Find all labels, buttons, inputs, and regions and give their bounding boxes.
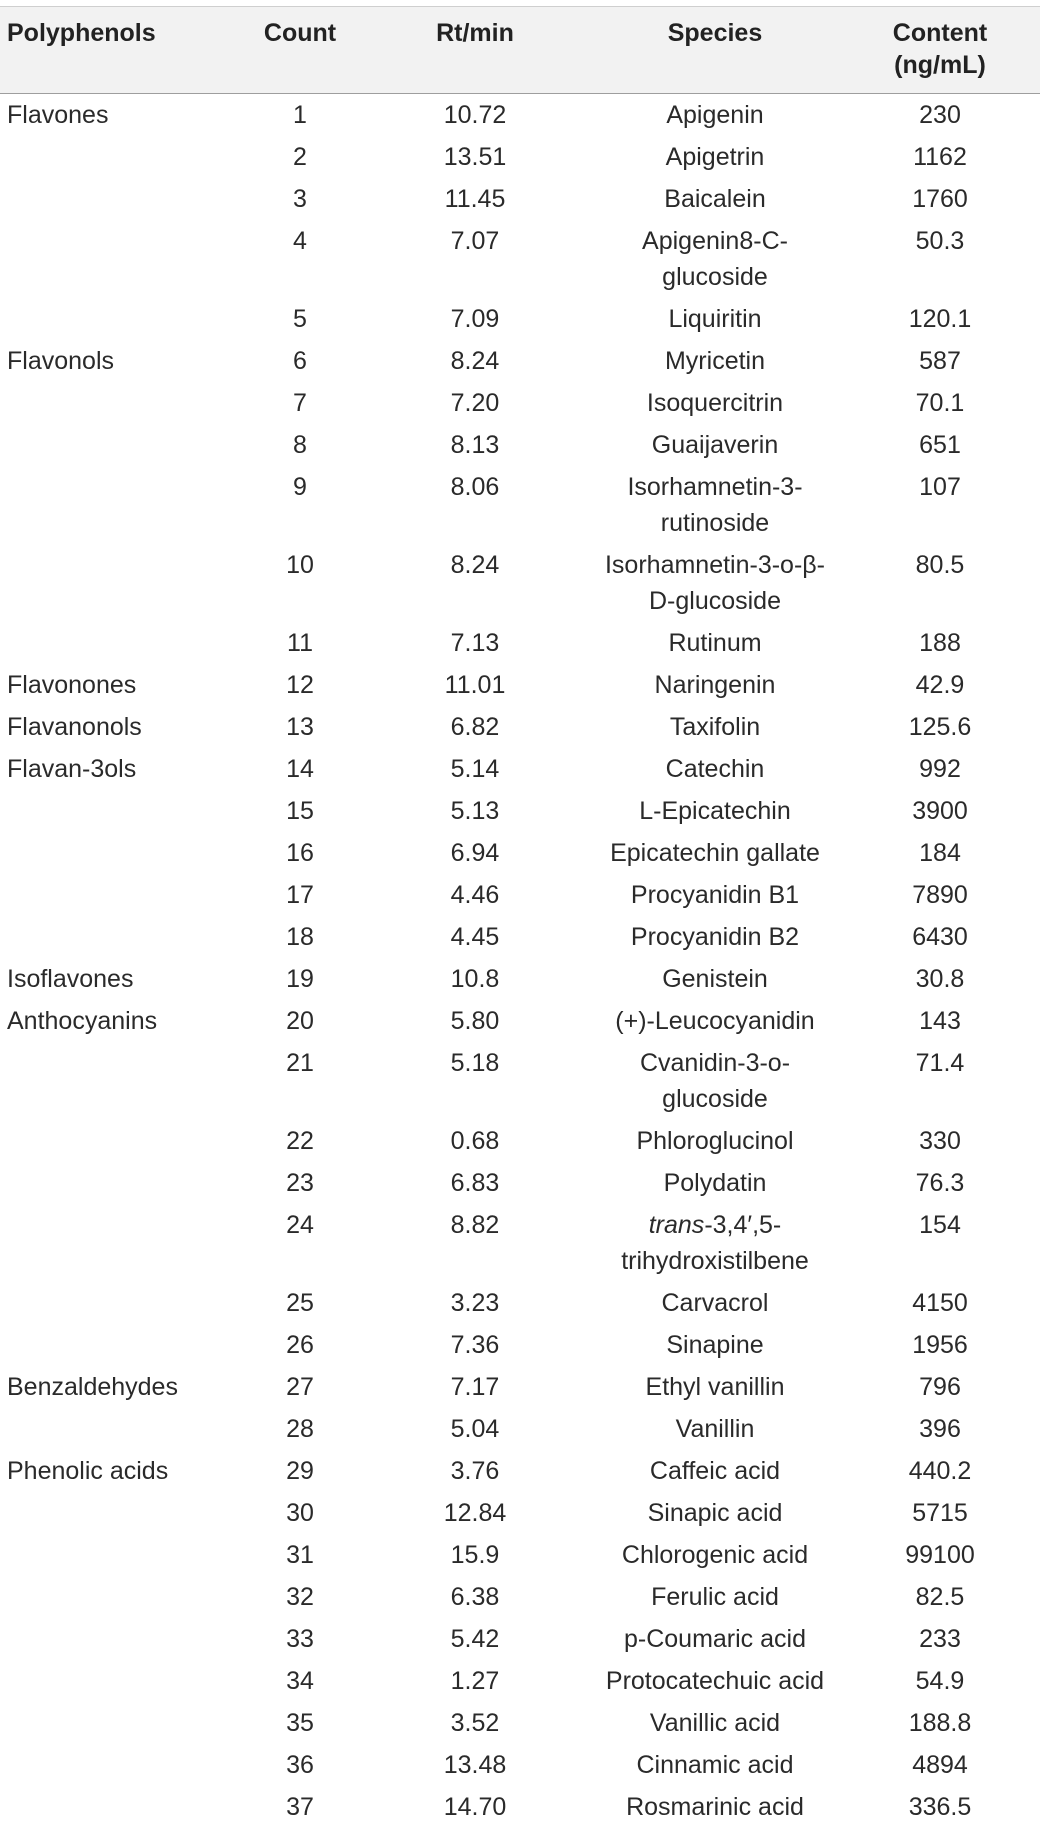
rt-cell: 13.48 (443, 1751, 507, 1779)
count-cell: 27 (286, 1373, 314, 1401)
species-cell (590, 1282, 840, 1324)
rt-cell: 3.76 (450, 1457, 500, 1485)
table-row (0, 1162, 1040, 1204)
count-cell: 36 (286, 1751, 314, 1779)
count-cell: 15 (286, 797, 314, 825)
count-cell: 19 (286, 965, 314, 993)
species-cell (590, 1534, 840, 1576)
group-cell: Anthocyanins (7, 1007, 158, 1035)
group-cell (0, 1534, 240, 1576)
species-line: Isoquercitrin (646, 389, 784, 417)
species-line: Sinapine (666, 1331, 764, 1359)
table-row (0, 664, 1040, 706)
species-cell (590, 1618, 840, 1660)
group-cell (0, 424, 240, 466)
content-cell: 1956 (912, 1331, 968, 1359)
group-cell (0, 832, 240, 874)
group-cell: Flavonols (7, 347, 114, 375)
species-cell (590, 916, 840, 958)
content-cell: 796 (919, 1373, 961, 1401)
rt-cell: 6.82 (450, 713, 500, 741)
species-cell (590, 1408, 840, 1450)
table-row (0, 916, 1040, 958)
species-line: Cvanidin-3-o- (639, 1049, 791, 1077)
table-row (0, 748, 1040, 790)
group-cell (0, 466, 240, 544)
rt-cell: 11.01 (444, 671, 506, 699)
count-cell: 1 (293, 101, 307, 129)
species-cell (590, 136, 840, 178)
rt-cell: 6.94 (450, 839, 500, 867)
species-line: Phloroglucinol (636, 1127, 794, 1155)
header-species: Species (667, 19, 763, 47)
count-cell: 4 (293, 227, 307, 255)
content-cell: 651 (919, 431, 961, 459)
group-cell: Flavones (7, 101, 109, 129)
species-cell (590, 466, 840, 544)
species-cell (590, 1042, 840, 1120)
count-cell: 11 (287, 629, 313, 657)
rt-cell: 13.51 (443, 143, 507, 171)
table-row (0, 1534, 1040, 1576)
table-header (0, 7, 1040, 94)
species-cell (590, 1744, 840, 1786)
species-cell (590, 664, 840, 706)
count-cell: 18 (286, 923, 314, 951)
table-body (0, 94, 1040, 1829)
species-cell (590, 298, 840, 340)
count-cell: 8 (293, 431, 307, 459)
count-cell: 37 (286, 1793, 314, 1821)
species-cell (590, 1702, 840, 1744)
species-line: trihydroxistilbene (621, 1247, 809, 1275)
species-cell (590, 382, 840, 424)
content-cell: 587 (919, 347, 961, 375)
rt-cell: 7.17 (450, 1373, 500, 1401)
group-cell (0, 382, 240, 424)
content-cell: 4894 (912, 1751, 968, 1779)
content-cell: 230 (919, 101, 961, 129)
count-cell: 13 (286, 713, 314, 741)
count-cell: 7 (293, 389, 307, 417)
table-row (0, 622, 1040, 664)
content-cell: 440.2 (908, 1457, 972, 1485)
species-line: Apigenin (666, 101, 764, 129)
species-line: Genistein (662, 965, 768, 993)
table-row (0, 874, 1040, 916)
table-row (0, 1492, 1040, 1534)
group-cell (0, 136, 240, 178)
rt-cell: 7.36 (450, 1331, 500, 1359)
rt-cell: 4.45 (450, 923, 500, 951)
species-cell (590, 622, 840, 664)
species-cell (590, 544, 840, 622)
rt-cell: 3.23 (450, 1289, 500, 1317)
content-cell: 82.5 (915, 1583, 965, 1611)
content-cell: 1760 (912, 185, 968, 213)
species-cell (590, 874, 840, 916)
rt-cell: 8.24 (450, 347, 500, 375)
species-cell (590, 1366, 840, 1408)
rt-cell: 5.13 (450, 797, 500, 825)
count-cell: 12 (286, 671, 314, 699)
content-cell: 992 (919, 755, 961, 783)
table-row (0, 1786, 1040, 1828)
header-content-line1: Content (892, 19, 988, 47)
group-cell (0, 178, 240, 220)
rt-cell: 14.70 (443, 1793, 507, 1821)
content-cell: 330 (919, 1127, 961, 1155)
count-cell: 26 (286, 1331, 314, 1359)
content-cell: 71.4 (915, 1049, 965, 1077)
rt-cell: 5.14 (450, 755, 500, 783)
rt-cell: 12.84 (443, 1499, 507, 1527)
group-cell (0, 1324, 240, 1366)
group-cell (0, 544, 240, 622)
species-line-text: -3,4′,5- (704, 1211, 782, 1239)
group-cell (0, 790, 240, 832)
table-row (0, 544, 1040, 622)
species-line: p-Coumaric acid (623, 1625, 806, 1653)
group-cell: Phenolic acids (7, 1457, 169, 1485)
content-cell: 3900 (912, 797, 968, 825)
rt-cell: 10.8 (450, 965, 500, 993)
rt-cell: 6.83 (450, 1169, 500, 1197)
species-line: Carvacrol (661, 1289, 769, 1317)
rt-cell: 5.18 (450, 1049, 500, 1077)
species-line: Liquiritin (668, 305, 762, 333)
count-cell: 16 (286, 839, 314, 867)
species-line: Vanillic acid (649, 1709, 781, 1737)
group-cell (0, 1492, 240, 1534)
count-cell: 22 (286, 1127, 314, 1155)
group-cell: Flavanonols (7, 713, 142, 741)
count-cell: 9 (293, 473, 307, 501)
species-cell (590, 1786, 840, 1828)
count-cell: 17 (286, 881, 314, 909)
rt-cell: 1.27 (450, 1667, 500, 1695)
table-row (0, 1618, 1040, 1660)
count-cell: 14 (286, 755, 314, 783)
rt-cell: 11.45 (444, 185, 506, 213)
species-line: Caffeic acid (649, 1457, 781, 1485)
count-cell: 35 (286, 1709, 314, 1737)
species-cell (590, 1162, 840, 1204)
content-cell: 4150 (912, 1289, 968, 1317)
rt-cell: 4.46 (450, 881, 500, 909)
species-cell (590, 706, 840, 748)
content-cell: 70.1 (915, 389, 965, 417)
table-row (0, 1408, 1040, 1450)
rt-cell: 7.20 (450, 389, 500, 417)
table-row (0, 382, 1040, 424)
group-cell: Benzaldehydes (7, 1373, 178, 1401)
species-cell (590, 94, 840, 137)
content-cell: 76.3 (915, 1169, 965, 1197)
group-cell (0, 1042, 240, 1120)
count-cell: 30 (286, 1499, 314, 1527)
table-row (0, 1204, 1040, 1282)
species-cell (590, 1000, 840, 1042)
species-line: Polydatin (663, 1169, 767, 1197)
species-cell (590, 790, 840, 832)
table-row (0, 1702, 1040, 1744)
species-line: Vanillin (675, 1415, 755, 1443)
species-italic-prefix: trans (648, 1211, 705, 1239)
content-cell: 107 (919, 473, 961, 501)
rt-cell: 7.09 (450, 305, 500, 333)
species-line: Procyanidin B2 (630, 923, 800, 951)
table-row (0, 1042, 1040, 1120)
count-cell: 24 (286, 1211, 314, 1239)
species-line: Sinapic acid (647, 1499, 783, 1527)
group-cell (0, 1786, 240, 1828)
polyphenols-table-container (0, 6, 1040, 1847)
rt-cell: 3.52 (450, 1709, 500, 1737)
species-cell (590, 958, 840, 1000)
content-cell: 233 (919, 1625, 961, 1653)
species-line: Rosmarinic acid (626, 1793, 804, 1821)
header-rt: Rt/min (436, 19, 514, 47)
species-cell (590, 220, 840, 298)
species-line: Naringenin (654, 671, 776, 699)
header-polyphenols: Polyphenols (7, 19, 156, 47)
content-cell: 5715 (912, 1499, 968, 1527)
rt-cell: 10.72 (443, 101, 507, 129)
rt-cell: 5.04 (450, 1415, 500, 1443)
group-cell (0, 220, 240, 298)
content-cell: 184 (919, 839, 961, 867)
rt-cell: 6.38 (450, 1583, 500, 1611)
rt-cell: 5.42 (450, 1625, 500, 1653)
content-cell: 80.5 (915, 551, 965, 579)
species-cell (590, 424, 840, 466)
content-cell: 30.8 (915, 965, 965, 993)
count-cell: 6 (293, 347, 307, 375)
rt-cell: 8.06 (450, 473, 500, 501)
table-row (0, 298, 1040, 340)
species-line: Myricetin (664, 347, 765, 375)
content-cell: 99100 (905, 1541, 975, 1569)
species-line: D-glucoside (648, 587, 781, 615)
table-row (0, 790, 1040, 832)
species-cell (590, 1120, 840, 1162)
species-cell (590, 832, 840, 874)
group-cell (0, 1702, 240, 1744)
species-line: (+)-Leucocyanidin (615, 1007, 815, 1035)
species-line: L-Epicatechin (639, 797, 791, 825)
group-cell (0, 1162, 240, 1204)
content-cell: 6430 (912, 923, 968, 951)
species-cell (590, 1660, 840, 1702)
table-row (0, 340, 1040, 382)
table-row (0, 1000, 1040, 1042)
count-cell: 31 (286, 1541, 314, 1569)
count-cell: 23 (286, 1169, 314, 1197)
rt-cell: 0.68 (450, 1127, 500, 1155)
species-cell (590, 1204, 840, 1282)
header-count: Count (263, 19, 337, 47)
table-row (0, 958, 1040, 1000)
rt-cell: 15.9 (450, 1541, 500, 1569)
species-cell (590, 748, 840, 790)
content-cell: 120.1 (908, 305, 972, 333)
header-content (840, 7, 1040, 94)
species-line: glucoside (662, 1085, 768, 1113)
content-cell: 154 (919, 1211, 961, 1239)
count-cell: 32 (286, 1583, 314, 1611)
species-line: Taxifolin (669, 713, 761, 741)
table-row (0, 136, 1040, 178)
table-row (0, 1120, 1040, 1162)
count-cell: 20 (286, 1007, 314, 1035)
count-cell: 21 (286, 1049, 314, 1077)
species-cell (590, 1492, 840, 1534)
species-line: Isorhamnetin-3- (627, 473, 803, 501)
count-cell: 3 (293, 185, 307, 213)
species-line: Epicatechin gallate (610, 839, 820, 867)
group-cell (0, 1120, 240, 1162)
group-cell (0, 1408, 240, 1450)
content-cell: 188.8 (908, 1709, 972, 1737)
table-row (0, 94, 1040, 137)
count-cell: 34 (286, 1667, 314, 1695)
count-cell: 5 (293, 305, 307, 333)
species-line: Catechin (665, 755, 765, 783)
count-cell: 29 (286, 1457, 314, 1485)
table-row (0, 832, 1040, 874)
group-cell (0, 874, 240, 916)
species-cell (590, 1450, 840, 1492)
group-cell (0, 1744, 240, 1786)
rt-cell: 7.07 (450, 227, 500, 255)
species-line: Procyanidin B1 (630, 881, 800, 909)
species-cell (590, 340, 840, 382)
header-content-line2: (ng/mL) (894, 51, 986, 79)
polyphenols-table (0, 6, 1040, 1828)
count-cell: 28 (286, 1415, 314, 1443)
group-cell (0, 622, 240, 664)
table-row (0, 1450, 1040, 1492)
count-cell: 10 (286, 551, 314, 579)
group-cell (0, 1660, 240, 1702)
species-cell (590, 1324, 840, 1366)
species-line: Apigetrin (665, 143, 765, 171)
species-line: Apigenin8-C- (642, 227, 788, 255)
content-cell: 7890 (912, 881, 968, 909)
table-row (0, 1324, 1040, 1366)
content-cell: 42.9 (915, 671, 965, 699)
group-cell (0, 916, 240, 958)
rt-cell: 7.13 (450, 629, 500, 657)
species-line: Chlorogenic acid (621, 1541, 809, 1569)
content-cell: 188 (919, 629, 961, 657)
table-row (0, 1282, 1040, 1324)
table-row (0, 1366, 1040, 1408)
species-line: Cinnamic acid (636, 1751, 794, 1779)
table-row (0, 1576, 1040, 1618)
group-cell (0, 1204, 240, 1282)
table-row (0, 424, 1040, 466)
table-row (0, 178, 1040, 220)
species-line: rutinoside (660, 509, 770, 537)
rt-cell: 8.13 (450, 431, 500, 459)
rt-cell: 8.82 (450, 1211, 500, 1239)
group-cell (0, 1282, 240, 1324)
content-cell: 336.5 (908, 1793, 972, 1821)
header-row (0, 7, 1040, 94)
table-row (0, 1660, 1040, 1702)
count-cell: 2 (293, 143, 307, 171)
rt-cell: 8.24 (450, 551, 500, 579)
content-cell: 143 (919, 1007, 961, 1035)
table-row (0, 1744, 1040, 1786)
group-cell (0, 1618, 240, 1660)
group-cell (0, 1576, 240, 1618)
species-line: Rutinum (668, 629, 762, 657)
count-cell: 25 (286, 1289, 314, 1317)
content-cell: 50.3 (915, 227, 965, 255)
species-line: Ethyl vanillin (645, 1373, 785, 1401)
table-row (0, 220, 1040, 298)
group-cell: Isoflavones (7, 965, 134, 993)
species-line: Protocatechuic acid (605, 1667, 825, 1695)
species-line: glucoside (662, 263, 768, 291)
species-line: Guaijaverin (651, 431, 779, 459)
content-cell: 396 (919, 1415, 961, 1443)
content-cell: 54.9 (915, 1667, 965, 1695)
species-cell (590, 1576, 840, 1618)
count-cell: 33 (286, 1625, 314, 1653)
content-cell: 1162 (913, 143, 967, 171)
species-cell (590, 178, 840, 220)
species-line: Baicalein (664, 185, 766, 213)
group-cell: Flavonones (7, 671, 137, 699)
species-line: Isorhamnetin-3-o-β- (604, 551, 825, 579)
group-cell (0, 298, 240, 340)
content-cell: 125.6 (908, 713, 972, 741)
species-line (596, 1207, 834, 1243)
group-cell: Flavan-3ols (7, 755, 137, 783)
table-row (0, 706, 1040, 748)
species-line: Ferulic acid (651, 1583, 779, 1611)
rt-cell: 5.80 (450, 1007, 500, 1035)
table-row (0, 466, 1040, 544)
